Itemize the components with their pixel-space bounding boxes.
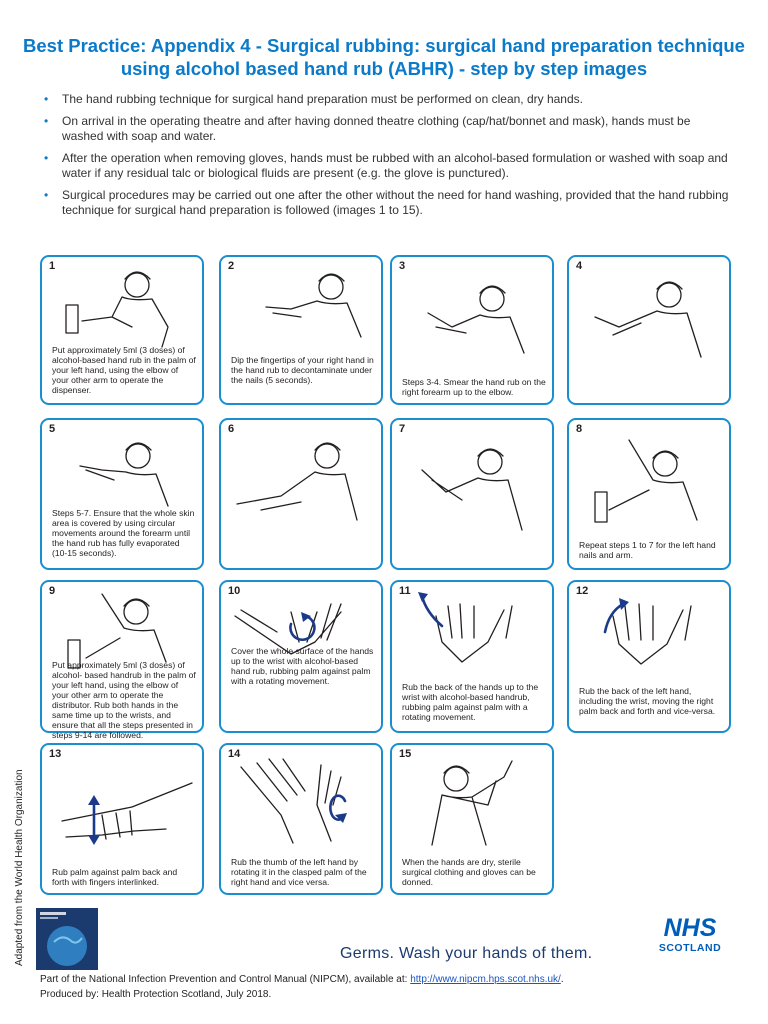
step-caption: Rub the back of the left hand, including the wrist, moving the right palm back and forth and vice-versa. [579,686,716,716]
page-title: Best Practice: Appendix 4 - Surgical rubbing: surgical hand preparation technique using alcohol based hand rub (ABHR) - step by step images [23,35,745,79]
bullet-item: • The hand rubbing technique for surgical hand preparation must be performed on clean, dry hands. [40,92,730,108]
step-caption: When the hands are dry, sterile surgical clothing and gloves can be donned. [402,857,536,887]
step-number: 2 [228,260,235,272]
step-caption: Steps 5-7. Ensure that the whole skin area is covered by using circular movements around the forearm until the hand rub has fully evaporated (10-15 seconds). [52,508,195,558]
step-caption: Put approximately 5ml (3 doses) of alcohol- based handrub in the palm of your left hand, using the elbow of your other arm to operate the distributor. Rub both hands in the same time up to the wrists, and ensure that all the steps presented in steps 9-14 are followed. [52,660,196,740]
step-card-1 [40,255,204,405]
bullet-item: • After the operation when removing gloves, hands must be rubbed with an alcohol-based formulation or washed with soap and water if any residual talc or biological fluids are present (e.g. the glove is punctured). [40,151,730,182]
footer-line-2: Produced by: Health Protection Scotland, July 2018. [40,989,272,1000]
bullet-item: • On arrival in the operating theatre and after having donned theatre clothing (cap/hat/bonnet and mask), hands must be washed with soap and water. [40,114,730,145]
step-number: 6 [228,423,235,435]
step-number: 3 [399,260,406,272]
step-caption: Rub the thumb of the left hand by rotating it in the clasped palm of the right hand and vice versa. [231,857,367,887]
step-number: 8 [576,423,583,435]
step-number: 9 [49,585,56,597]
step-caption: Rub the back of the hands up to the wrist with alcohol-based handrub, rubbing palm against palm with a rotating movement. [402,682,539,722]
step-number: 11 [399,585,411,597]
intro-bullets [40,92,730,225]
nhs-logo-text: NHS [663,914,717,942]
step-card-5 [40,418,204,570]
nhs-scotland-logo [656,914,724,954]
step-number: 15 [399,748,412,760]
step-caption: Rub palm against palm back and forth with fingers interlinked. [52,867,178,887]
smear-elbow-illustration [569,257,733,407]
step-number: 5 [49,423,56,435]
step-number: 7 [399,423,406,435]
step-caption: Put approximately 5ml (3 doses) of alcohol-based hand rub in the palm of your left hand, using the elbow of your other arm to operate the dispenser. [52,345,196,395]
rub-forearm-illustration [221,420,385,572]
step-caption: Cover the whole surface of the hands up to the wrist with alcohol-based hand rub, rubbing palm against palm with a rotating movement. [231,646,374,686]
rub-elbow-illustration [392,420,556,572]
step-card-6 [219,418,383,570]
step-card-8 [567,418,731,570]
nhs-logo-scotland: SCOTLAND [658,942,722,954]
step-card-10 [219,580,383,733]
step-number: 10 [228,585,241,597]
step-card-9 [40,580,204,740]
step-card-2 [219,255,383,405]
step-number: 4 [576,260,583,272]
nipcm-link[interactable]: http://www.nipcm.hps.scot.nhs.uk/ [410,974,561,985]
step-card-11 [390,580,554,733]
globe-icon [36,908,98,970]
step-card-13 [40,743,204,895]
step-number: 12 [576,585,589,597]
step-number: 13 [49,748,62,760]
bullet-item: • Surgical procedures may be carried out one after the other without the need for hand washing, provided that the hand rubbing technique for surgical hand preparation is followed (images 1 to 15). [40,188,730,219]
step-caption: Repeat steps 1 to 7 for the left hand nails and arm. [579,540,716,560]
step-card-7 [390,418,554,570]
step-number: 14 [228,748,241,760]
step-caption: Steps 3-4. Smear the hand rub on the right forearm up to the elbow. [402,377,546,397]
step-card-4 [567,255,731,405]
who-attribution: Adapted from the World Health Organization [14,769,25,966]
footer [40,972,564,1002]
step-card-3 [390,255,554,405]
footer-line-1: Part of the National Infection Prevention and Control Manual (NIPCM), available at: http://www.nipcm.hps.scot.nhs.uk/. [40,974,564,985]
slogan: Germs. Wash your hands of them. [340,945,593,962]
step-card-14 [219,743,383,895]
step-number: 1 [49,260,56,272]
step-caption: Dip the fingertips of your right hand in the hand rub to decontaminate under the nails (5 seconds). [231,355,374,385]
step-card-12 [567,580,731,733]
step-card-15 [390,743,554,895]
